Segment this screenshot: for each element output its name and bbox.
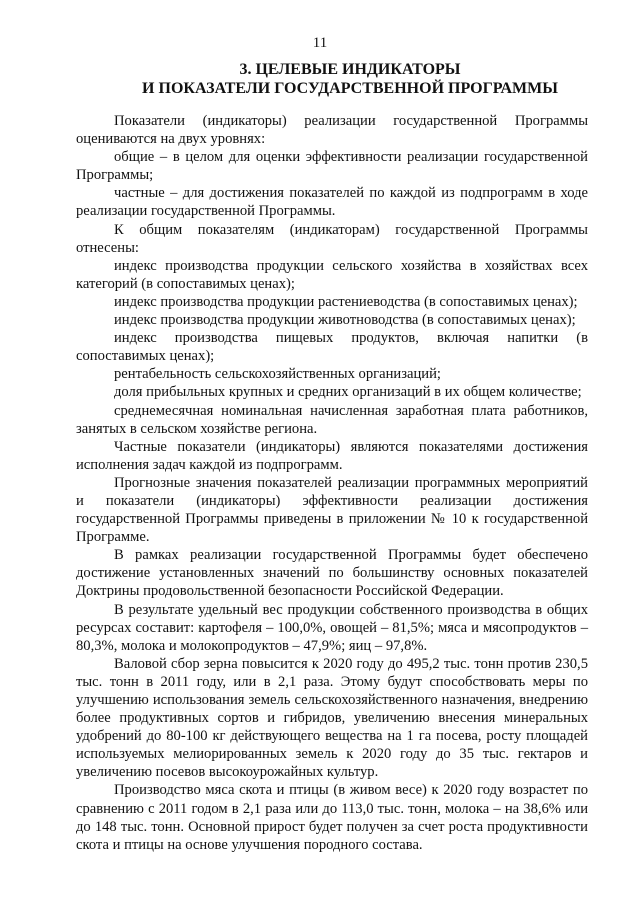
paragraph: К общим показателям (индикаторам) государственной Программы отнесены: — [76, 221, 588, 256]
paragraph: среднемесячная номинальная начисленная заработная плата работников, занятых в сельском хозяйстве региона. — [76, 402, 588, 437]
paragraph: В рамках реализации государственной Программы будет обеспечено достижение установленных значений по большинству основных показателей Доктрины продовольственной безопасности Российской Федерации. — [76, 547, 588, 600]
paragraph: общие – в целом для оценки эффективности реализации государственной Программы; — [76, 149, 588, 184]
paragraph: Прогнозные значения показателей реализации программных мероприятий и показатели (индикаторы) эффективности реализации достижения государственной Программы приведены в приложении № 10 к государственной Программе. — [76, 474, 588, 546]
paragraph: Производство мяса скота и птицы (в живом весе) к 2020 году возрастет по сравнению с 2011 годом в 2,1 раза или до 113,0 тыс. тонн, молока – на 38,6% или до 148 тыс. тонн. Основной прирост будет получен за счет роста продуктивности скота и птицы на основе улучшения породного состава. — [76, 782, 588, 853]
paragraph: индекс производства продукции сельского хозяйства в хозяйствах всех категорий (в сопоставимых ценах); — [76, 257, 588, 292]
section-title-line-1: 3. ЦЕЛЕВЫЕ ИНДИКАТОРЫ — [239, 61, 461, 78]
paragraph: Частные показатели (индикаторы) являются показателями достижения исполнения задач каждой из подпрограмм. — [76, 438, 588, 473]
section-title — [120, 60, 580, 98]
paragraph: В результате удельный вес продукции собственного производства в общих ресурсах составит: картофеля – 100,0%, овощей – 81,5%; мяса и мясопродуктов – 80,3%, молока и молокопродуктов – 47,9%; яиц – 97,8%. — [76, 601, 588, 654]
paragraph: рентабельность сельскохозяйственных организаций; — [114, 366, 441, 383]
body-text — [76, 112, 588, 854]
paragraph: индекс производства пищевых продуктов, включая напитки (в сопоставимых ценах); — [76, 330, 588, 365]
section-title-line-2: И ПОКАЗАТЕЛИ ГОСУДАРСТВЕННОЙ ПРОГРАММЫ — [142, 80, 558, 97]
paragraph: индекс производства продукции животноводства (в сопоставимых ценах); — [114, 312, 576, 329]
paragraph: Валовой сбор зерна повысится к 2020 году до 495,2 тыс. тонн против 230,5 тыс. тонн в 2011 году, или в 2,1 раза. Этому будут способствовать меры по улучшению использования земель сельскохозяйственного назначения, внедрению более продуктивных сортов и гибридов, увеличению внесения минеральных удобрений до 80-100 кг действующего вещества на 1 га посева, росту площадей используемых мелиорированных земель к 2020 году до 35 тыс. гектаров и увеличению посевов высокоурожайных культур. — [76, 655, 588, 781]
paragraph: индекс производства продукции растениеводства (в сопоставимых ценах); — [114, 293, 578, 310]
page-number: 11 — [312, 35, 328, 51]
paragraph: частные – для достижения показателей по каждой из подпрограмм в ходе реализации государственной Программы. — [76, 185, 588, 220]
paragraph: доля прибыльных крупных и средних организаций в их общем количестве; — [114, 384, 582, 401]
paragraph: Показатели (индикаторы) реализации государственной Программы оцениваются на двух уровнях: — [76, 113, 588, 148]
